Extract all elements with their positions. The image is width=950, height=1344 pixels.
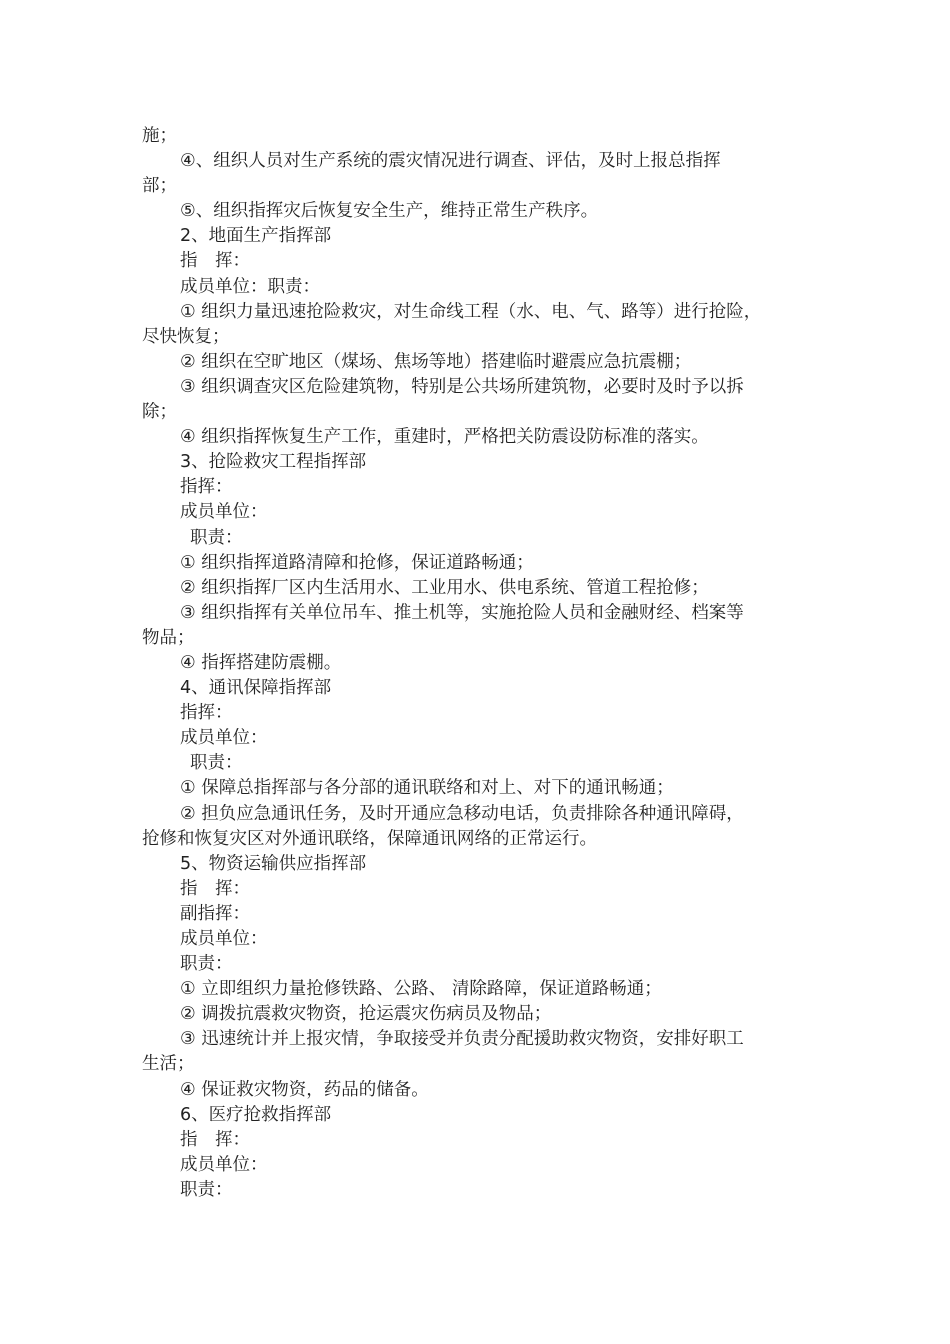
text-line: ② 组织在空旷地区（煤场、焦场等地）搭建临时避震应急抗震棚；: [180, 351, 692, 372]
text-line: 生活；: [142, 1054, 195, 1075]
text-line: ③ 组织调查灾区危险建筑物，特别是公共场所建筑物，必要时及时予以拆: [180, 376, 744, 397]
text-line: 职责：: [180, 1179, 233, 1200]
text-line: 副指挥：: [180, 903, 250, 924]
text-line: ③ 迅速统计并上报灾情，争取接受并负责分配援助救灾物资，安排好职工: [180, 1029, 744, 1050]
text-line: 5、物资运输供应指挥部: [180, 853, 367, 874]
text-line: ④ 保证救灾物资，药品的储备。: [180, 1079, 429, 1100]
text-line: 3、抢险救灾工程指挥部: [180, 452, 367, 473]
text-line: 成员单位：: [180, 502, 268, 523]
text-line: ① 组织指挥道路清障和抢修，保证道路畅通；: [180, 552, 534, 573]
document-body: [142, 124, 802, 1203]
text-line: ② 担负应急通讯任务，及时开通应急移动电话，负责排除各种通讯障碍，: [180, 803, 744, 824]
text-line: 4、通讯保障指挥部: [180, 678, 332, 699]
text-line: 指 挥：: [180, 251, 250, 272]
text-line: 6、医疗抢救指挥部: [180, 1104, 332, 1125]
text-line: ① 立即组织力量抢修铁路、公路、 清除路障，保证道路畅通；: [180, 979, 662, 1000]
text-line: ③ 组织指挥有关单位吊车、推土机等，实施抢险人员和金融财经、档案等: [180, 602, 744, 623]
text-line: ② 调拨抗震救灾物资，抢运震灾伤病员及物品；: [180, 1004, 552, 1025]
text-line: 职责：: [190, 527, 243, 548]
text-line: ② 组织指挥厂区内生活用水、工业用水、供电系统、管道工程抢修；: [180, 577, 709, 598]
text-line: 尽快恢复；: [142, 326, 230, 347]
text-line: 施；: [142, 126, 177, 146]
text-line: ⑤、组织指挥灾后恢复安全生产，维持正常生产秩序。: [180, 201, 599, 222]
text-line: 物品；: [142, 627, 195, 648]
text-line: 成员单位：: [180, 929, 268, 949]
text-line: 成员单位：职责：: [180, 276, 320, 297]
text-line: 抢修和恢复灾区对外通讯联络，保障通讯网络的正常运行。: [142, 828, 597, 849]
text-line: 成员单位：: [180, 1154, 268, 1175]
text-line: 职责：: [190, 753, 243, 774]
text-line: 除；: [142, 402, 177, 423]
text-line: 部；: [142, 176, 177, 197]
text-line: 指挥：: [180, 477, 233, 498]
text-line: ① 组织力量迅速抢险救灾，对生命线工程（水、电、气、路等）进行抢险，: [180, 301, 762, 322]
text-line: ④、组织人员对生产系统的震灾情况进行调查、评估，及时上报总指挥: [180, 151, 721, 172]
text-line: 职责：: [180, 954, 233, 975]
text-line: 2、地面生产指挥部: [180, 226, 332, 247]
text-line: 指 挥：: [180, 878, 250, 899]
text-line: ① 保障总指挥部与各分部的通讯联络和对上、对下的通讯畅通；: [180, 778, 674, 799]
text-line: ④ 指挥搭建防震棚。: [180, 652, 342, 673]
text-line: 成员单位：: [180, 728, 268, 749]
text-line: ④ 组织指挥恢复生产工作，重建时，严格把关防震设防标准的落实。: [180, 427, 709, 448]
text-line: 指挥：: [180, 703, 233, 724]
text-line: 指 挥：: [180, 1129, 250, 1150]
